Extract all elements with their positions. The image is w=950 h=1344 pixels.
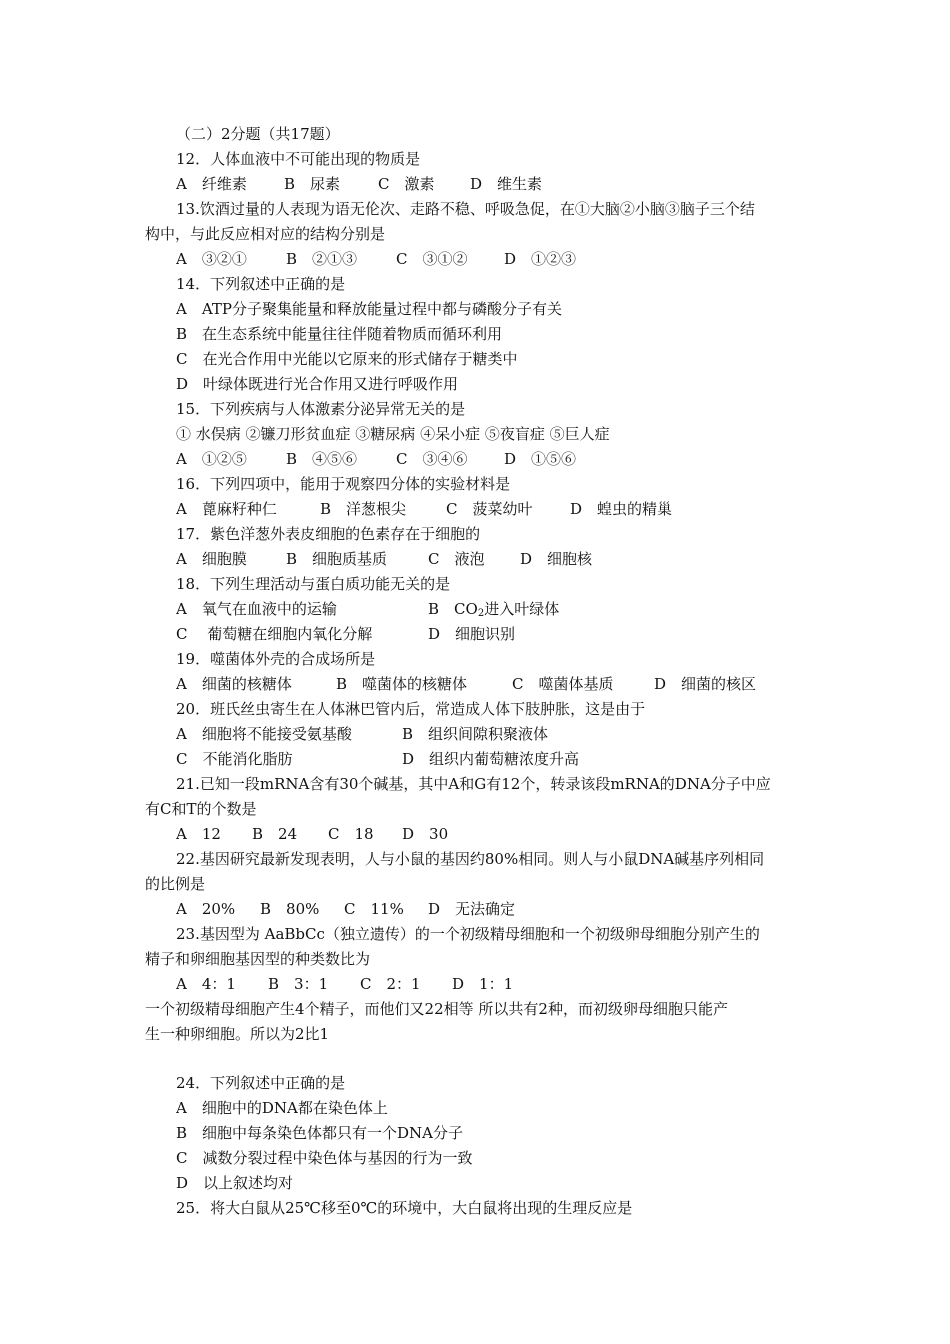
question-18-stem: 18．下列生理活动与蛋白质功能无关的是 [176, 575, 451, 593]
question-15-stem: 15．下列疾病与人体激素分泌异常无关的是 [176, 400, 466, 418]
question-17-options [176, 547, 816, 571]
option-b: B 尿素 [284, 175, 341, 193]
option-d: D 30 [402, 825, 449, 843]
question-15-items: ① 水俣病 ②镰刀形贫血症 ③糖尿病 ④呆小症 ⑤夜盲症 ⑤巨人症 [176, 425, 610, 443]
question-20-stem: 20．班氏丝虫寄生在人体淋巴管内后，常造成人体下肢肿胀，这是由于 [176, 700, 646, 718]
option-b: B 洋葱根尖 [320, 500, 407, 518]
option-d: D 维生素 [470, 175, 543, 193]
question-23-stem-cont: 精子和卵细胞基因型的种类数比为 [145, 950, 371, 968]
question-14-option-c: C 在光合作用中光能以它原来的形式储存于糖类中 [176, 350, 518, 368]
option-b: B 80% [260, 900, 320, 918]
option-d: D 细胞识别 [428, 625, 516, 643]
option-a: A 细菌的核糖体 [176, 675, 292, 693]
option-c: C ③①② [396, 250, 468, 268]
question-20-options-cd [176, 747, 816, 771]
option-b: B 噬菌体的核糖体 [336, 675, 468, 693]
option-a: A 纤维素 [176, 175, 247, 193]
question-13-options [176, 247, 816, 271]
question-22-stem-cont: 的比例是 [145, 875, 206, 893]
question-14-stem: 14．下列叙述中正确的是 [176, 275, 346, 293]
option-b-prefix: B CO [428, 600, 478, 618]
question-14-option-b: B 在生态系统中能量往往伴随着物质而循环利用 [176, 325, 503, 343]
option-c: C 葡萄糖在细胞内氧化分解 [176, 625, 373, 643]
option-a: A 细胞膜 [176, 550, 247, 568]
question-16-options [176, 497, 816, 521]
question-18-options-cd [176, 622, 816, 646]
question-19-stem: 19．噬菌体外壳的合成场所是 [176, 650, 376, 668]
question-24-option-b: B 细胞中每条染色体都只有一个DNA分子 [176, 1124, 464, 1142]
option-d: D 细胞核 [520, 550, 593, 568]
option-a: A ①②⑤ [176, 450, 247, 468]
question-14-option-d: D 叶绿体既进行光合作用又进行呼吸作用 [176, 375, 459, 393]
question-24-option-a: A 细胞中的DNA都在染色体上 [176, 1099, 388, 1117]
option-b: B 3：1 [268, 975, 329, 993]
option-d: D 1：1 [452, 975, 514, 993]
option-b: B 细胞质基质 [286, 550, 388, 568]
question-18-options-ab [176, 597, 816, 621]
option-c: C 2：1 [360, 975, 421, 993]
question-15-options [176, 447, 816, 471]
option-b-suffix: 进入叶绿体 [484, 600, 560, 618]
question-14-option-a: A ATP分子聚集能量和释放能量过程中都与磷酸分子有关 [176, 300, 562, 318]
option-d: D ①②③ [504, 250, 577, 268]
section-title: （二）2分题（共17题） [176, 125, 340, 143]
question-22-stem: 22.基因研究最新发现表明，人与小鼠的基因约80%相同。则人与小鼠DNA碱基序列相同 [176, 850, 765, 868]
option-d: D 蝗虫的精巢 [570, 500, 673, 518]
option-a: A 蓖麻籽种仁 [176, 500, 277, 518]
option-a: A 20% [176, 900, 236, 918]
option-b: B 组织间隙积聚液体 [402, 725, 549, 743]
answer-note: 一个初级精母细胞产生4个精子，而他们又22相等 所以共有2种，而初级卵母细胞只能产 [145, 1000, 728, 1018]
option-a: A 12 [176, 825, 221, 843]
question-24-option-d: D 以上叙述均对 [176, 1174, 294, 1192]
question-20-options-ab [176, 722, 816, 746]
option-b [428, 597, 559, 621]
option-d: D 细菌的核区 [654, 675, 757, 693]
option-a: A 4：1 [176, 975, 236, 993]
subscript-2: 2 [477, 608, 485, 619]
option-d: D ①⑤⑥ [504, 450, 577, 468]
question-17-stem: 17．紫色洋葱外表皮细胞的色素存在于细胞的 [176, 525, 481, 543]
option-c: C ③④⑥ [396, 450, 468, 468]
question-19-options [176, 672, 816, 696]
option-d: D 组织内葡萄糖浓度升高 [402, 750, 580, 768]
option-b: B 24 [252, 825, 298, 843]
option-a: A 氧气在血液中的运输 [176, 600, 337, 618]
option-d: D 无法确定 [428, 900, 516, 918]
question-23-stem: 23.基因型为 AaBbCc（独立遗传）的一个初级精母细胞和一个初级卵母细胞分别产生的 [176, 925, 760, 943]
question-21-options [176, 822, 816, 846]
question-23-options [176, 972, 816, 996]
option-b: B ④⑤⑥ [286, 450, 358, 468]
question-16-stem: 16．下列四项中，能用于观察四分体的实验材料是 [176, 475, 511, 493]
question-22-options [176, 897, 816, 921]
question-21-stem-cont: 有C和T的个数是 [145, 800, 257, 818]
option-a: A ③②① [176, 250, 247, 268]
question-12-stem: 12．人体血液中不可能出现的物质是 [176, 150, 421, 168]
option-c: C 激素 [378, 175, 435, 193]
question-12-options [176, 172, 816, 196]
question-21-stem: 21.已知一段mRNA含有30个碱基，其中A和G有12个，转录该段mRNA的DNA分子中应 [176, 775, 771, 793]
answer-note-cont: 生一种卵细胞。所以为2比1 [145, 1025, 330, 1043]
option-c: C 菠菜幼叶 [446, 500, 533, 518]
option-c: C 11% [344, 900, 404, 918]
question-24-option-c: C 减数分裂过程中染色体与基因的行为一致 [176, 1149, 473, 1167]
option-b: B ②①③ [286, 250, 358, 268]
question-24-stem: 24．下列叙述中正确的是 [176, 1074, 346, 1092]
option-c: C 不能消化脂肪 [176, 750, 293, 768]
question-13-stem: 13.饮酒过量的人表现为语无伦次、走路不稳、呼吸急促，在①大脑②小脑③脑子三个结 [176, 200, 755, 218]
question-25-stem: 25．将大白鼠从25℃移至0℃的环境中，大白鼠将出现的生理反应是 [176, 1199, 633, 1217]
option-a: A 细胞将不能接受氨基酸 [176, 725, 352, 743]
option-c: C 18 [328, 825, 374, 843]
option-c: C 液泡 [428, 550, 485, 568]
option-c: C 噬菌体基质 [512, 675, 614, 693]
question-13-stem-cont: 构中，与此反应相对应的结构分别是 [145, 225, 386, 243]
